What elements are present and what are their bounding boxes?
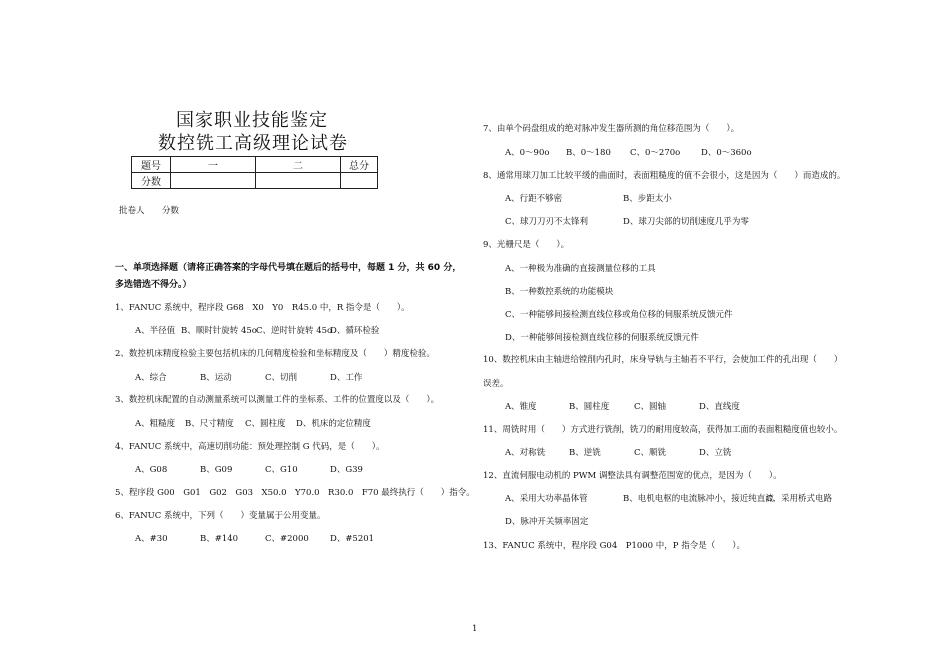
option: A、0～90o xyxy=(505,148,550,158)
option: B、逆铣 xyxy=(569,448,601,458)
section-heading: 一、单项选择题（请将正确答案的字母代号填在题后的括号中，每题 1 分，共 60 分， xyxy=(115,263,462,273)
option: D、一种能够间接检测直线位移的伺服系统反馈元件 xyxy=(505,333,699,343)
option: C、0～270o xyxy=(630,148,681,158)
exam-authority-title: 国家职业技能鉴定 xyxy=(176,110,328,131)
score-table-cell[interactable] xyxy=(256,173,341,189)
option: A、半径值 xyxy=(135,326,176,336)
option: C、G10 xyxy=(265,465,298,475)
option: C、采用桥式电路 xyxy=(766,494,833,504)
score-table xyxy=(131,156,378,189)
question-text: 10、数控机床由主轴进给镗削内孔时，床身导轨与主轴若不平行，会使加工件的孔出现（ ） xyxy=(483,355,843,365)
option: C、圆轴 xyxy=(634,402,667,412)
option: D、球刀尖部的切削速度几乎为零 xyxy=(623,217,749,227)
question-text: 8、通常用球刀加工比较平缓的曲面时，表面粗糙度的值不会很小，这是因为（ ）而造成的。 xyxy=(483,171,846,181)
question-text: 6、FANUC 系统中，下列（ ）变量属于公用变量。 xyxy=(115,511,326,521)
option: B、电机电枢的电流脉冲小，接近纯直流 xyxy=(623,494,774,504)
option: D、直线度 xyxy=(699,402,740,412)
option: B、步距太小 xyxy=(623,194,672,204)
question-text: 7、由单个码盘组成的绝对脉冲发生器所测的角位移范围为（ ）。 xyxy=(483,124,740,134)
option: D、#5201 xyxy=(330,534,375,544)
option: A、对称铣 xyxy=(505,448,546,458)
option: D、循环检验 xyxy=(330,326,380,336)
option: B、G09 xyxy=(200,465,233,475)
question-text: 12、直流伺服电动机的 PWM 调整法具有调整范围宽的优点，是因为（ ）。 xyxy=(483,471,782,481)
option: C、一种能够间接检测直线位移或角位移的伺服系统反馈元件 xyxy=(505,310,733,320)
question-text: 3、数控机床配置的自动测量系统可以测量工件的坐标系、工件的位置度以及（ ）。 xyxy=(115,395,440,405)
question-text: 5、程序段 G00 G01 G02 G03 X50.0 Y70.0 R30.0 F70 最终执行（ ）指令。 xyxy=(115,488,475,498)
option: A、行距不够密 xyxy=(505,194,563,204)
question-text: 9、光栅尺是（ ）。 xyxy=(483,240,570,250)
page-number: 1 xyxy=(472,624,478,634)
option: C、顺铣 xyxy=(634,448,667,458)
option: C、切削 xyxy=(265,373,298,383)
option: D、立铣 xyxy=(699,448,732,458)
exam-paper-title: 数控铣工高级理论试卷 xyxy=(158,133,348,154)
score-table-cell: 二 xyxy=(256,157,341,173)
question-text: 4、FANUC 系统中，高速切削功能：预处理控制 G 代码，是（ ）。 xyxy=(115,442,385,452)
option: D、0～360o xyxy=(701,148,752,158)
option: D、工作 xyxy=(330,373,363,383)
question-text: 13、FANUC 系统中，程序段 G04 P1000 中，P 指令是（ ）。 xyxy=(483,541,745,551)
question-text-cont: 误差。 xyxy=(483,379,509,389)
question-text: 2、数控机床精度检验主要包括机床的几何精度检验和坐标精度及（ ）精度检验。 xyxy=(115,349,435,359)
option: B、0～180 xyxy=(566,148,611,158)
score-table-cell: 总分 xyxy=(341,157,378,173)
score-table-cell: 题号 xyxy=(132,157,171,173)
option: B、#140 xyxy=(200,534,239,544)
option: D、脉冲开关频率固定 xyxy=(505,517,589,527)
score-table-header-row xyxy=(132,157,378,173)
option: C、圆柱度 xyxy=(245,419,286,429)
option: B、尺寸精度 xyxy=(185,419,234,429)
option: A、G08 xyxy=(135,465,168,475)
option: B、顺时针旋转 45o xyxy=(181,326,257,336)
option: C、球刀刀刃不太锋利 xyxy=(505,217,589,227)
option: A、综合 xyxy=(135,373,167,383)
score-table-cell: 分数 xyxy=(132,173,171,189)
score-table-cell[interactable] xyxy=(171,173,256,189)
score-table-score-row xyxy=(132,173,378,189)
option: A、#30 xyxy=(135,534,168,544)
option: A、一种极为准确的直接测量位移的工具 xyxy=(505,264,656,274)
option: A、锥度 xyxy=(505,402,537,412)
section-heading-cont: 多选错选不得分。） xyxy=(115,280,192,290)
option: D、G39 xyxy=(330,465,363,475)
option: B、圆柱度 xyxy=(569,402,610,412)
grader-label: 批卷人 xyxy=(119,206,145,216)
grader-score-label: 分数 xyxy=(162,206,180,216)
score-table-cell[interactable] xyxy=(341,173,378,189)
option: A、采用大功率晶体管 xyxy=(505,494,588,504)
score-table-cell: 一 xyxy=(171,157,256,173)
option: D、机床的定位精度 xyxy=(296,419,371,429)
option: A、粗糙度 xyxy=(135,419,176,429)
option: C、#2000 xyxy=(265,534,309,544)
option: B、运动 xyxy=(200,373,232,383)
option: C、逆时针旋转 45o xyxy=(256,326,333,336)
option: B、一种数控系统的功能模块 xyxy=(505,287,614,297)
question-text: 11、周铣时用（ ）方式进行铣削，铣刀的耐用度较高，获得加工面的表面粗糙度值也较小。 xyxy=(483,425,843,435)
question-text: 1、FANUC 系统中，程序段 G68 X0 Y0 R45.0 中，R 指令是（ ）。 xyxy=(115,303,410,313)
